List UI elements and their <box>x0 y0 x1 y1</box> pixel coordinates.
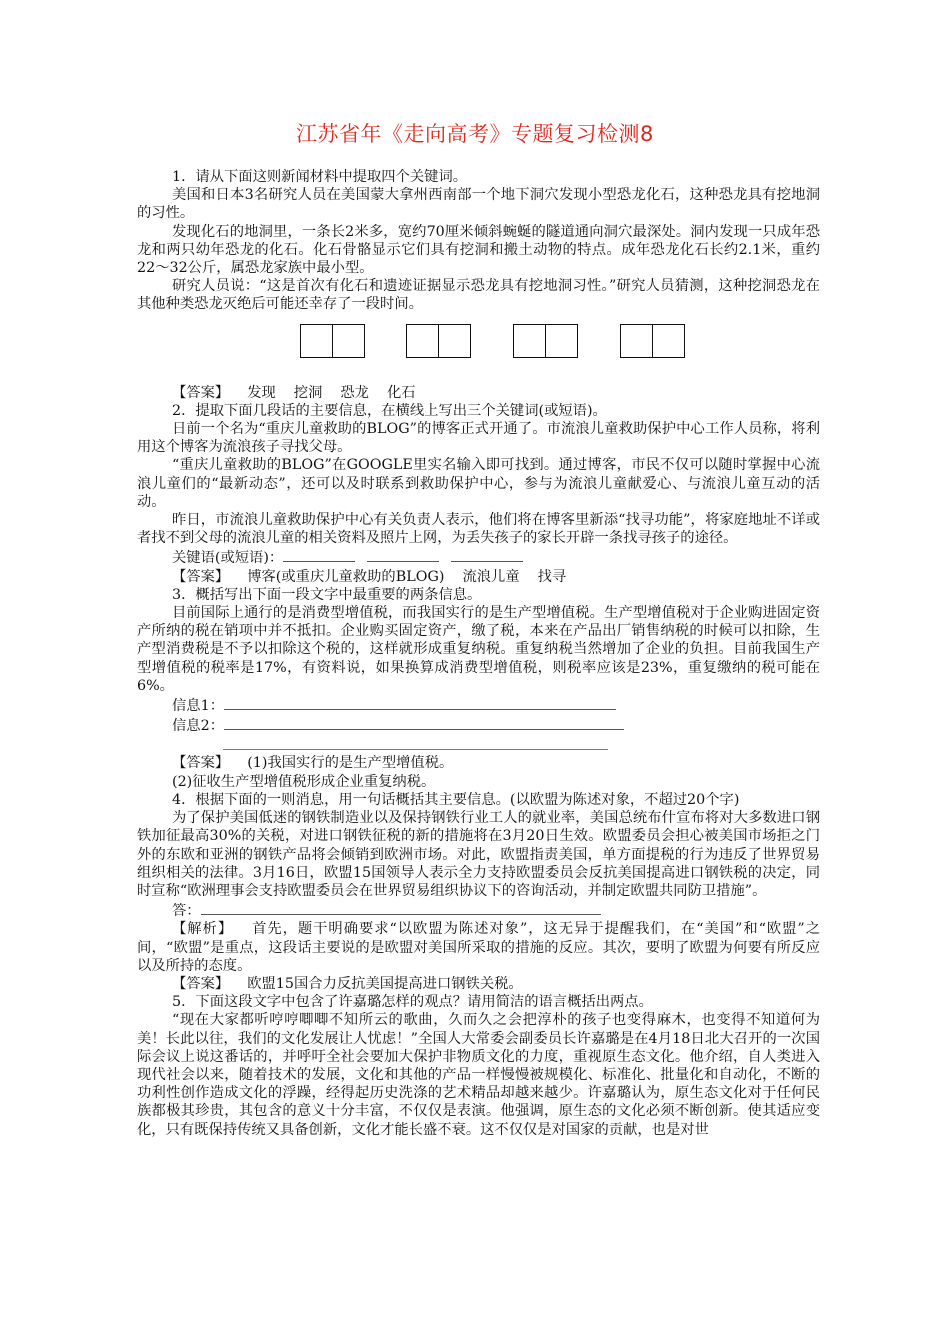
answer-keyword: 博客(或重庆儿童救助的BLOG) <box>247 568 445 585</box>
q3-info1-line <box>137 695 820 715</box>
q5-stem: 5．下面这段文字中包含了许嘉璐怎样的观点？请用简洁的语言概括出两点。 <box>172 994 653 1011</box>
answer-prompt: 答： <box>172 903 201 920</box>
q3-info2-line <box>137 715 820 735</box>
q1-paragraph-1: 美国和日本3名研究人员在美国蒙大拿州西南部一个地下洞穴发现小型恐龙化石，这种恐龙具有挖地洞的习性。 <box>137 187 820 222</box>
document-title: 江苏省年《走向高考》专题复习检测8 <box>296 122 654 146</box>
q3-answer-2: (2)征收生产型增值税形成企业重复纳税。 <box>172 773 436 790</box>
q4-stem: 4．根据下面的一则消息，用一句话概括其主要信息。(以欧盟为陈述对象，不超过20个字) <box>172 791 740 808</box>
q2-paragraph-3: 昨日，市流浪儿童救助保护中心有关负责人表示，他们将在博客里新添“找寻功能”，将家庭地址不详或者找不到父母的流浪儿童的相关资料及照片上网，为丢失孩子的家长开辟一条找寻孩子的途径。 <box>137 512 820 547</box>
q3-stem: 3．概括写出下面一段文字中最重要的两条信息。 <box>172 586 482 603</box>
info2-blank[interactable] <box>224 715 624 730</box>
keyword-blank-3[interactable] <box>451 547 523 562</box>
q4-answer <box>137 975 820 993</box>
answer-box-pair-3[interactable] <box>513 324 578 358</box>
answer-box-pair-4[interactable] <box>620 324 685 358</box>
q4-answer-blank[interactable] <box>201 900 601 915</box>
q3-answer-1 <box>137 754 820 772</box>
q4-answer-line <box>137 900 820 920</box>
answer-label: 【答案】 <box>172 755 230 772</box>
answer-label: 【答案】 <box>172 975 230 992</box>
answer-keyword: 发现 <box>247 384 276 401</box>
info2-label: 信息2： <box>172 718 224 735</box>
answer-keyword: 化石 <box>386 384 416 401</box>
info2-continuation-blank[interactable] <box>223 735 608 750</box>
keyword-blank-1[interactable] <box>283 547 355 562</box>
q2-keyword-line <box>137 547 820 567</box>
answer-keyword: 流浪儿童 <box>462 568 520 585</box>
keyword-blank-2[interactable] <box>367 547 439 562</box>
q2-answer <box>137 568 820 586</box>
q2-paragraph-2: “重庆儿童救助的BLOG”在GOOGLE里实名输入即可找到。通过博客，市民不仅可以随时掌握中心流浪儿童们的“最新动态”，还可以及时联系到救助保护中心，参与为流浪儿童献爱心、与流浪儿童互动的活动。 <box>137 457 820 510</box>
q3-paragraph: 目前国际上通行的是消费型增值税，而我国实行的是生产型增值税。生产型增值税对于企业购进固定资产所纳的税在销项中并不抵扣。企业购买固定资产，缴了税，本来在产品出厂销售纳税的时候可以扣除，生产型消费税是不予以扣除这个税的，这样就形成重复纳税。重复纳税当然增加了企业的负担。目前我国生产型增值税的税率是17%，有资料说，如果换算成消费型增值税，则税率应该是23%，重复缴纳的税可能在6%。 <box>137 605 820 694</box>
q1-answer-boxes <box>137 324 820 378</box>
info1-label: 信息1： <box>172 698 224 715</box>
answer-text: (1)我国实行的是生产型增值税。 <box>247 755 454 772</box>
q2-stem: 2．提取下面几段话的主要信息，在横线上写出三个关键词(或短语)。 <box>172 402 607 419</box>
answer-keyword: 找寻 <box>537 568 567 585</box>
analysis-text: 首先，题干明确要求“以欧盟为陈述对象”，这无异于提醒我们，在“美国”和“欧盟”之间，“欧盟”是重点，这段话主要说的是欧盟对美国所采取的措施的反应。其次，要明了欧盟为何要有所反应以及所持的态度。 <box>137 921 821 974</box>
q1-paragraph-3: 研究人员说：“这是首次有化石和遗迹证据显示恐龙具有挖地洞习性。”研究人员猜测，这种挖洞恐龙在其他种类恐龙灭绝后可能还幸存了一段时间。 <box>137 278 820 313</box>
keyword-label: 关键语(或短语)： <box>172 550 284 567</box>
answer-keyword: 挖洞 <box>293 384 323 401</box>
answer-box-pair-1[interactable] <box>300 324 365 358</box>
q1-answer <box>137 384 820 402</box>
answer-text: 欧盟15国合力反抗美国提高进口钢铁关税。 <box>247 975 523 992</box>
document-body <box>137 168 820 1139</box>
answer-box-pair-2[interactable] <box>406 324 471 358</box>
q5-paragraph: “现在大家都听哼哼唧唧不知所云的歌曲，久而久之会把淳朴的孩子也变得麻木，也变得不知道何为美！长此以往，我们的文化发展让人忧虑！”全国人大常委会副委员长许嘉璐是在4月18日北大召开的一次国际会议上说这番话的，并呼吁全社会要加大保护非物质文化的力度，重视原生态文化。他介绍，自人类进入现代社会以来，随着技术的发展，文化和其他的产品一样慢慢被规模化、标准化、批量化和自动化，不断的功利性创作造成文化的浮躁，经得起历史洗涤的艺术精品却越来越少。许嘉璐认为，原生态文化对于任何民族都极其珍贵，其包含的意义十分丰富，不仅仅是表演。他强调，原生态的文化必须不断创新。使其适应变化，只有既保持传统又具备创新，文化才能长盛不衰。这不仅仅是对国家的贡献，也是对世 <box>137 1012 820 1138</box>
answer-keyword: 恐龙 <box>340 384 369 401</box>
answer-label: 【答案】 <box>172 568 230 585</box>
answer-label: 【答案】 <box>172 384 230 401</box>
q1-paragraph-2: 发现化石的地洞里，一条长2米多，宽约70厘米倾斜蜿蜒的隧道通向洞穴最深处。洞内发现一只成年恐龙和两只幼年恐龙的化石。化石骨骼显示它们具有挖洞和搬土动物的特点。成年恐龙化石长约2.1米，重约22～32公斤，属恐龙家族中最小型。 <box>137 223 820 277</box>
q4-analysis <box>137 920 820 975</box>
analysis-label: 【解析】 <box>172 921 234 938</box>
q4-paragraph: 为了保护美国低迷的钢铁制造业以及保持钢铁行业工人的就业率，美国总统布什宣布将对大多数进口钢铁加征最高30%的关税，对进口钢铁征税的新的措施将在3月20日生效。欧盟委员会担心被美国市场拒之门外的东欧和亚洲的钢铁产品将会倾销到欧洲市场。对此，欧盟指责美国，单方面提税的行为违反了世界贸易组织相关的法律。3月16日，欧盟15国领导人表示全力支持欧盟委员会反抗美国提高进口钢铁税的决定，同时宣称“欧洲理事会支持欧盟委员会在世界贸易组织协议下的咨询活动，并制定欧盟共同防卫措施”。 <box>137 810 820 899</box>
q1-stem: 1．请从下面这则新闻材料中提取四个关键词。 <box>172 169 468 185</box>
q2-paragraph-1: 日前一个名为“重庆儿童救助的BLOG”的博客正式开通了。市流浪儿童救助保护中心工作人员称，将利用这个博客为流浪孩子寻找父母。 <box>137 421 820 456</box>
info1-blank[interactable] <box>224 695 616 710</box>
